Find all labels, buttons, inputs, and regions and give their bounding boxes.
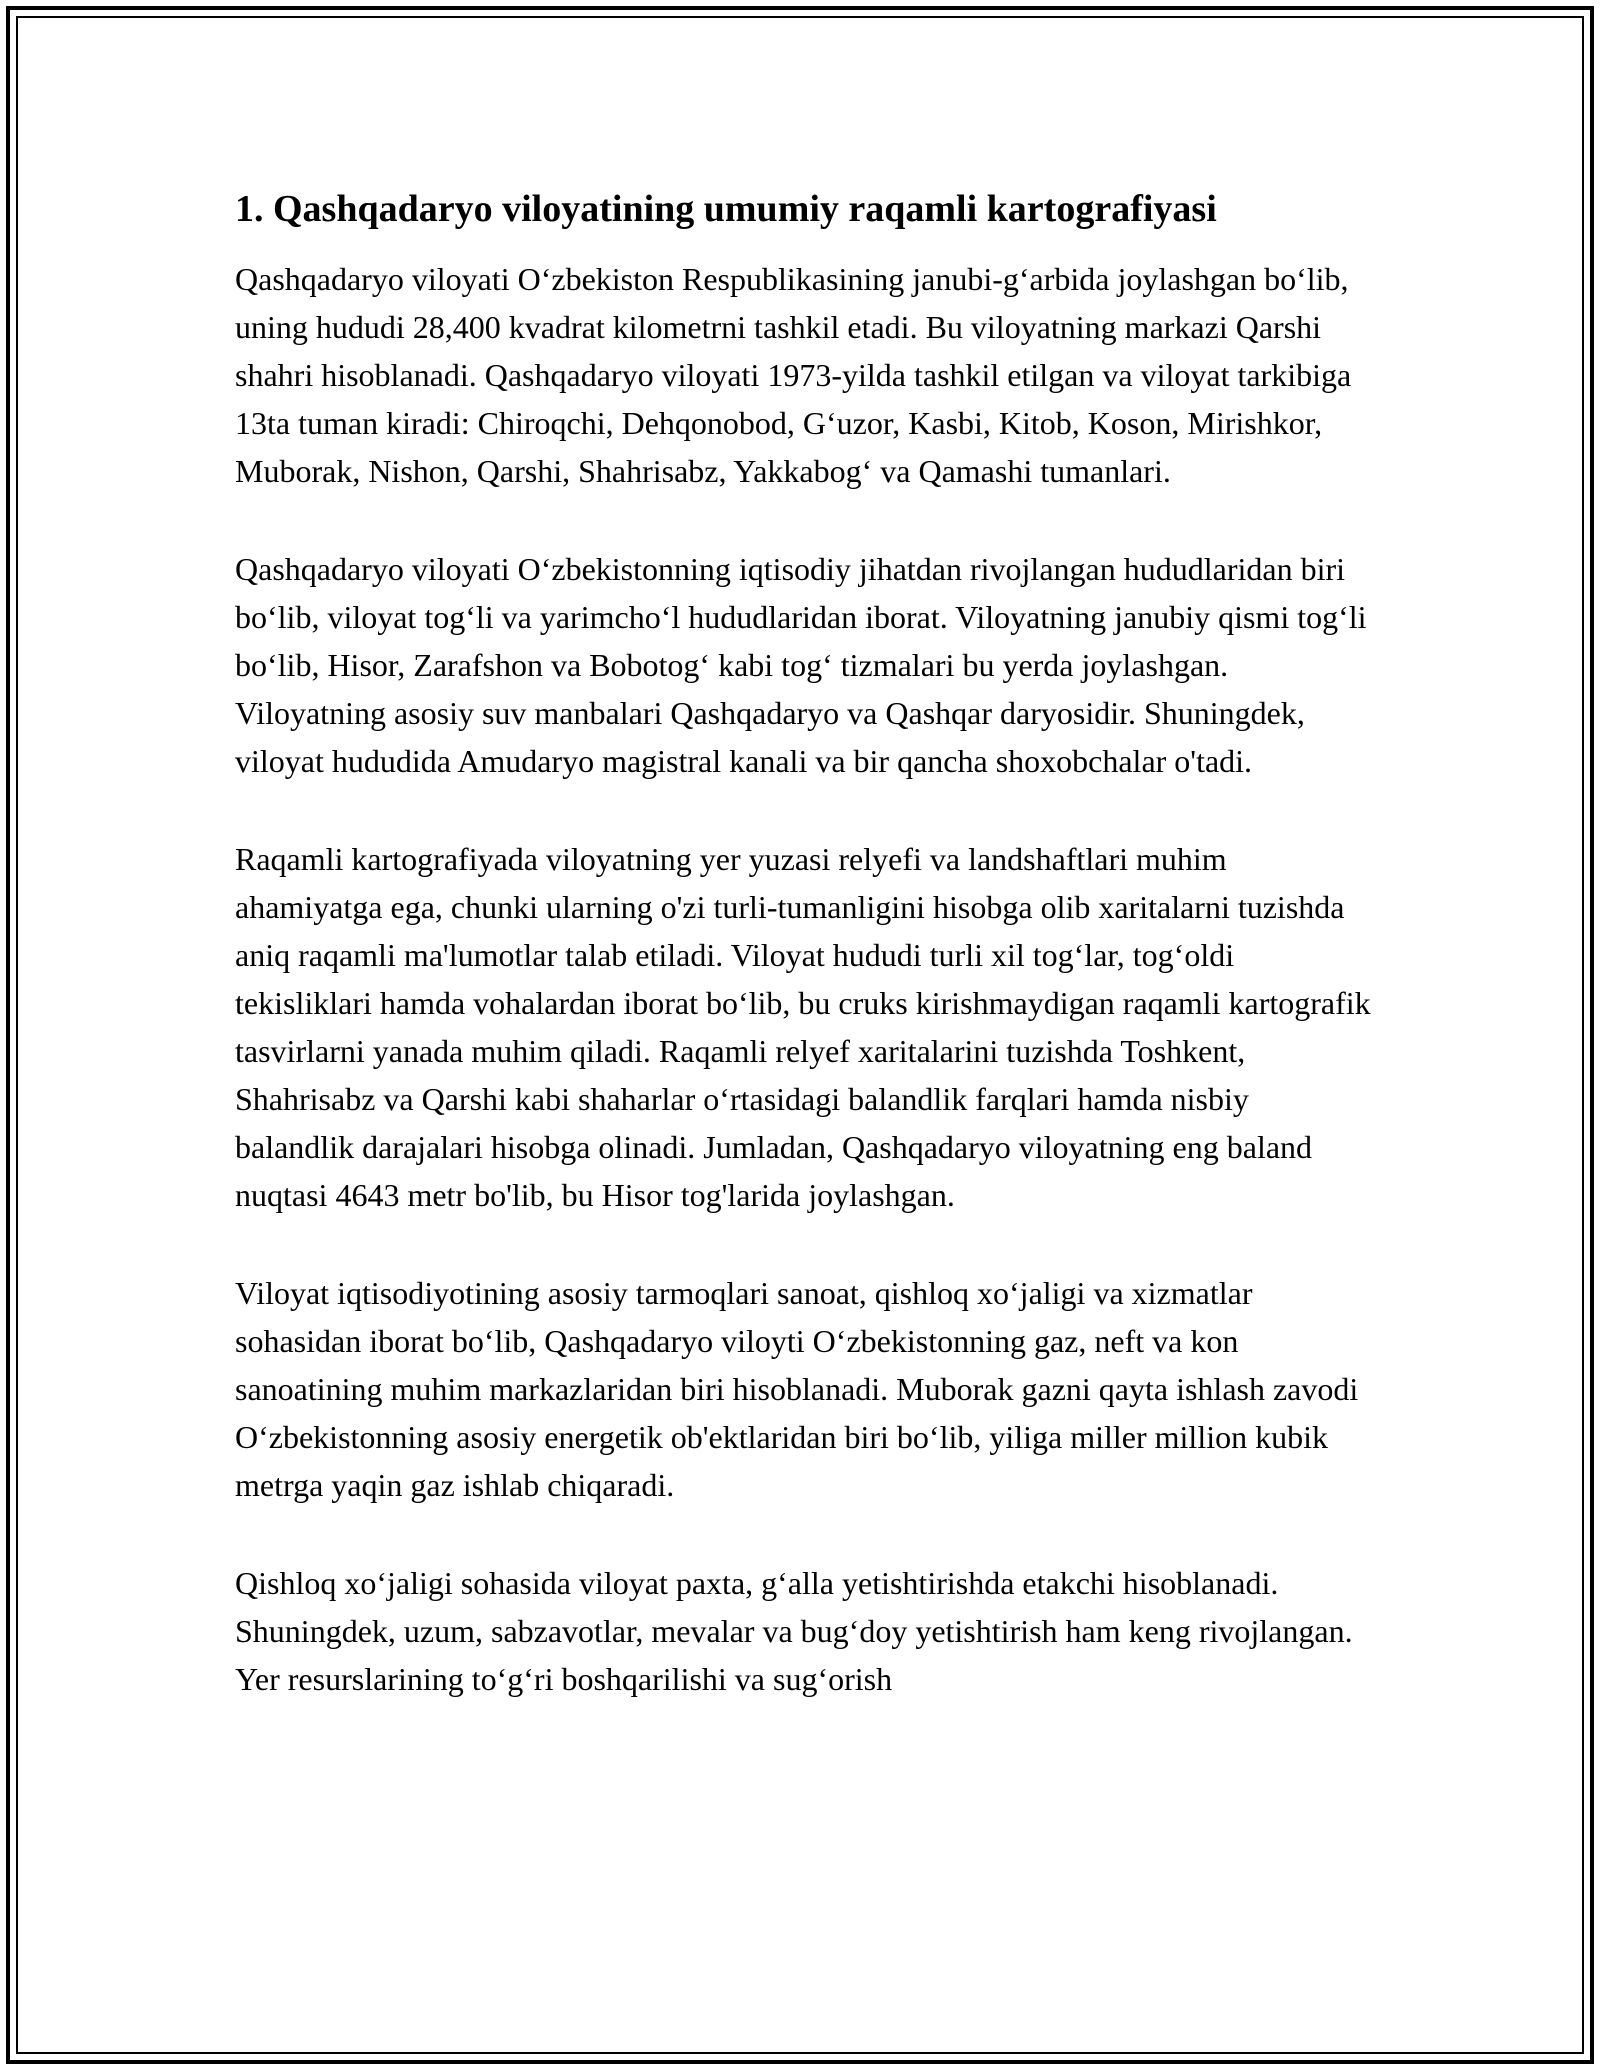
paragraph-5: Qishloq xo‘jaligi sohasida viloyat paxta, g‘alla yetishtirishda etakchi hisoblanadi. Shuningdek, uzum, sabzavotlar, mevalar va bug‘doy yetishtirish ham keng rivojlangan. Yer resurslarining to‘g‘ri boshqarilishi va sug‘orish: [235, 1565, 1353, 1697]
paragraph-4: Viloyat iqtisodiyotining asosiy tarmoqlari sanoat, qishloq xo‘jaligi va xizmatlar sohasidan iborat bo‘lib, Qashqadaryo viloyti O‘zbekistonning gaz, neft va kon sanoatining muhim markazlaridan biri hisoblanadi. Muborak gazni qayta ishlash zavodi O‘zbekistonning asosiy energetik ob'ektlaridan biri bo‘lib, yiliga miller million kubik metrga yaqin gaz ishlab chiqaradi.: [235, 1275, 1359, 1503]
document-body: [235, 185, 1375, 1753]
paragraph-1: Qashqadaryo viloyati O‘zbekiston Respublikasining janubi-g‘arbida joylashgan bo‘lib, uning hududi 28,400 kvadrat kilometrni tashkil etadi. Bu viloyatning markazi Qarshi shahri hisoblanadi. Qashqadaryo viloyati 1973-yilda tashkil etilgan va viloyat tarkibiga 13ta tuman kiradi: Chiroqchi, Dehqonobod, G‘uzor, Kasbi, Kitob, Koson, Mirishkor, Muborak, Nishon, Qarshi, Shahrisabz, Yakkabog‘ va Qamashi tumanlari.: [235, 261, 1352, 489]
paragraph-2: Qashqadaryo viloyati O‘zbekistonning iqtisodiy jihatdan rivojlangan hududlaridan biri bo‘lib, viloyat tog‘li va yarimcho‘l hududlaridan iborat. Viloyatning janubiy qismi tog‘li bo‘lib, Hisor, Zarafshon va Bobotog‘ kabi tog‘ tizmalari bu yerda joylashgan. Viloyatning asosiy suv manbalari Qashqadaryo va Qashqar daryosidir. Shuningdek, viloyat hududida Amudaryo magistral kanali va bir qancha shoxobchalar o'tadi.: [235, 551, 1367, 779]
section-heading: 1. Qashqadaryo viloyatining umumiy raqamli kartografiyasi: [235, 188, 1217, 230]
paragraph-3: Raqamli kartografiyada viloyatning yer yuzasi relyefi va landshaftlari muhim ahamiyatga ega, chunki ularning o'zi turli-tumanligini hisobga olib xaritalarni tuzishda aniq raqamli ma'lumotlar talab etiladi. Viloyat hududi turli xil tog‘lar, tog‘oldi tekisliklari hamda vohalardan iborat bo‘lib, bu cruks kirishmaydigan raqamli kartografik tasvirlarni yanada muhim qiladi. Raqamli relyef xaritalarini tuzishda Toshkent, Shahrisabz va Qarshi kabi shaharlar o‘rtasidagi balandlik farqlari hamda nisbiy balandlik darajalari hisobga olinadi. Jumladan, Qashqadaryo viloyatning eng baland nuqtasi 4643 metr bo'lib, bu Hisor tog'larida joylashgan.: [235, 841, 1371, 1213]
